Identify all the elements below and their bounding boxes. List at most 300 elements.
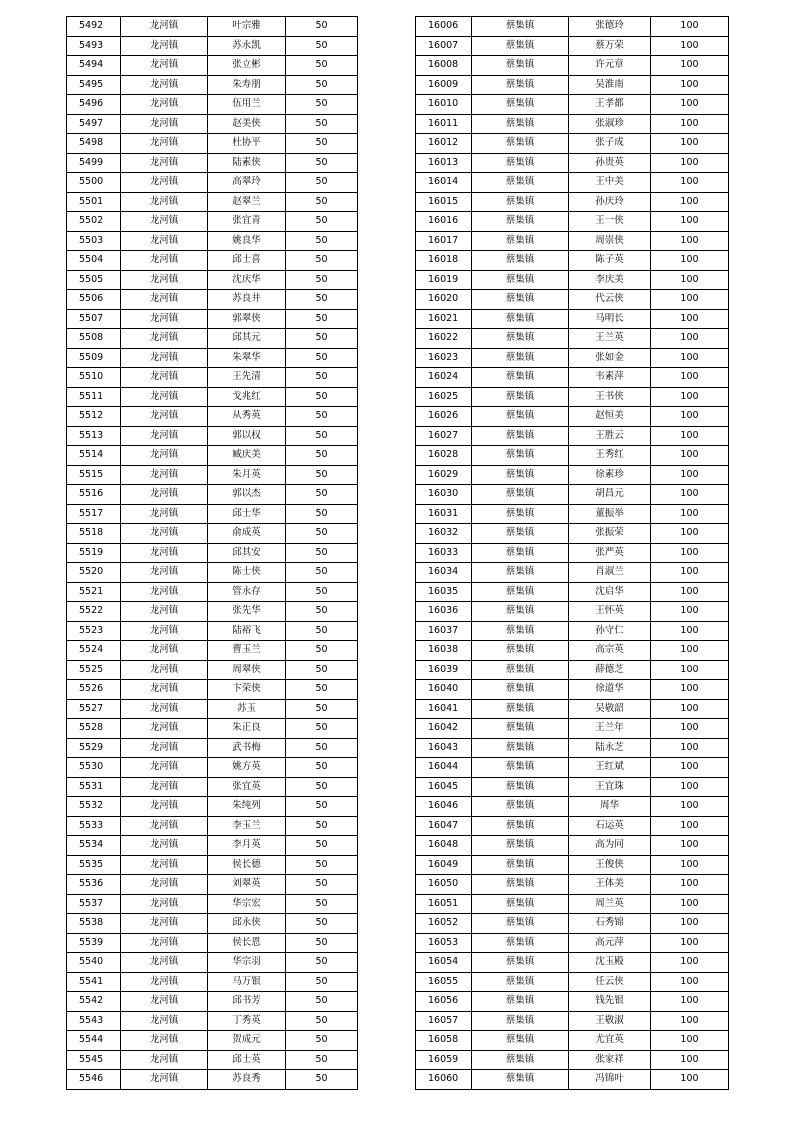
cell-name: 张宜青 [208,212,286,232]
cell-amount: 100 [651,758,729,778]
cell-name: 沈启华 [569,582,651,602]
cell-id: 5546 [67,1070,121,1090]
cell-name: 陈士侠 [208,563,286,583]
cell-amount: 50 [286,777,358,797]
cell-amount: 50 [286,933,358,953]
cell-id: 5505 [67,270,121,290]
cell-amount: 100 [651,309,729,329]
table-row [67,797,358,817]
cell-amount: 50 [286,641,358,661]
cell-name: 从秀英 [208,407,286,427]
cell-town: 蔡集镇 [472,290,569,310]
cell-amount: 50 [286,75,358,95]
cell-id: 5502 [67,212,121,232]
cell-town: 龙河镇 [121,446,208,466]
cell-amount: 50 [286,602,358,622]
cell-amount: 50 [286,1070,358,1090]
cell-name: 苏良井 [208,290,286,310]
cell-id: 16055 [416,972,472,992]
cell-id: 16030 [416,485,472,505]
cell-id: 5509 [67,348,121,368]
cell-id: 5511 [67,387,121,407]
cell-town: 蔡集镇 [472,758,569,778]
table-row [67,582,358,602]
table-row [416,563,729,583]
cell-name: 张如金 [569,348,651,368]
cell-town: 龙河镇 [121,309,208,329]
cell-town: 蔡集镇 [472,75,569,95]
cell-name: 张淑珍 [569,114,651,134]
table-row [416,407,729,427]
cell-id: 5524 [67,641,121,661]
table-row [416,1070,729,1090]
cell-id: 5520 [67,563,121,583]
cell-id: 16036 [416,602,472,622]
cell-id: 5499 [67,153,121,173]
cell-name: 李庆美 [569,270,651,290]
cell-amount: 50 [286,290,358,310]
cell-id: 5504 [67,251,121,271]
cell-id: 5514 [67,446,121,466]
cell-town: 龙河镇 [121,251,208,271]
table-row [67,933,358,953]
table-row [416,1011,729,1031]
cell-town: 龙河镇 [121,426,208,446]
cell-id: 16009 [416,75,472,95]
cell-town: 龙河镇 [121,933,208,953]
cell-id: 16049 [416,855,472,875]
cell-town: 蔡集镇 [472,56,569,76]
cell-town: 龙河镇 [121,758,208,778]
cell-amount: 50 [286,953,358,973]
cell-id: 16045 [416,777,472,797]
table-row [416,368,729,388]
cell-amount: 50 [286,816,358,836]
cell-name: 马万银 [208,972,286,992]
cell-name: 王胜云 [569,426,651,446]
cell-name: 周翠侠 [208,660,286,680]
cell-amount: 50 [286,36,358,56]
cell-amount: 50 [286,465,358,485]
cell-town: 龙河镇 [121,270,208,290]
cell-town: 龙河镇 [121,1031,208,1051]
cell-town: 蔡集镇 [472,972,569,992]
cell-amount: 100 [651,582,729,602]
cell-id: 5506 [67,290,121,310]
cell-name: 朱月英 [208,465,286,485]
table-row [416,485,729,505]
cell-town: 蔡集镇 [472,524,569,544]
cell-name: 李月英 [208,836,286,856]
cell-town: 蔡集镇 [472,36,569,56]
table-row [67,270,358,290]
cell-amount: 100 [651,699,729,719]
cell-amount: 100 [651,95,729,115]
table-row [67,173,358,193]
cell-id: 5540 [67,953,121,973]
cell-id: 16006 [416,17,472,37]
cell-id: 16031 [416,504,472,524]
table-row [416,348,729,368]
cell-id: 5527 [67,699,121,719]
cell-name: 吴淮南 [569,75,651,95]
cell-town: 蔡集镇 [472,134,569,154]
cell-town: 龙河镇 [121,153,208,173]
cell-name: 王先清 [208,368,286,388]
cell-name: 任云侠 [569,972,651,992]
cell-name: 吴敬韶 [569,699,651,719]
table-row [67,1070,358,1090]
cell-name: 许元章 [569,56,651,76]
cell-amount: 100 [651,231,729,251]
cell-id: 5535 [67,855,121,875]
cell-town: 龙河镇 [121,192,208,212]
table-row [416,777,729,797]
table-row [416,680,729,700]
cell-town: 龙河镇 [121,368,208,388]
cell-id: 5531 [67,777,121,797]
cell-id: 16051 [416,894,472,914]
cell-town: 蔡集镇 [472,894,569,914]
cell-town: 蔡集镇 [472,719,569,739]
table-row [416,914,729,934]
cell-id: 5523 [67,621,121,641]
cell-amount: 100 [651,75,729,95]
table-row [67,855,358,875]
cell-name: 周崇侠 [569,231,651,251]
table-row [67,348,358,368]
cell-name: 肖淑兰 [569,563,651,583]
cell-amount: 100 [651,797,729,817]
cell-id: 16037 [416,621,472,641]
table-row [67,329,358,349]
cell-name: 姚方英 [208,758,286,778]
table-row [416,719,729,739]
cell-name: 管永存 [208,582,286,602]
table-row [67,290,358,310]
cell-town: 蔡集镇 [472,426,569,446]
cell-name: 王书侠 [569,387,651,407]
table-row [416,114,729,134]
cell-town: 蔡集镇 [472,17,569,37]
cell-town: 蔡集镇 [472,270,569,290]
cell-name: 高元萍 [569,933,651,953]
table-row [67,17,358,37]
cell-town: 蔡集镇 [472,153,569,173]
cell-name: 臧庆美 [208,446,286,466]
table-row [67,387,358,407]
table-row [416,1031,729,1051]
table-row [67,699,358,719]
cell-id: 16021 [416,309,472,329]
cell-name: 张子成 [569,134,651,154]
cell-id: 5507 [67,309,121,329]
table-row [416,426,729,446]
cell-id: 5508 [67,329,121,349]
cell-name: 胡昌元 [569,485,651,505]
cell-name: 伍用兰 [208,95,286,115]
cell-amount: 100 [651,387,729,407]
cell-id: 5493 [67,36,121,56]
table-row [416,816,729,836]
table-row [67,875,358,895]
cell-id: 5544 [67,1031,121,1051]
cell-name: 刘翠英 [208,875,286,895]
table-row [67,504,358,524]
cell-amount: 100 [651,485,729,505]
cell-town: 蔡集镇 [472,621,569,641]
cell-name: 朱纯列 [208,797,286,817]
cell-name: 武书梅 [208,738,286,758]
cell-id: 5515 [67,465,121,485]
cell-town: 龙河镇 [121,524,208,544]
cell-amount: 50 [286,153,358,173]
cell-id: 16026 [416,407,472,427]
cell-name: 石秀锦 [569,914,651,934]
cell-amount: 100 [651,504,729,524]
cell-id: 16047 [416,816,472,836]
table-row [416,75,729,95]
table-row [416,192,729,212]
cell-amount: 100 [651,426,729,446]
cell-amount: 100 [651,680,729,700]
cell-name: 邱士英 [208,1050,286,1070]
cell-town: 蔡集镇 [472,699,569,719]
cell-amount: 100 [651,173,729,193]
cell-id: 16028 [416,446,472,466]
cell-name: 李玉兰 [208,816,286,836]
cell-amount: 100 [651,875,729,895]
cell-name: 华宗宏 [208,894,286,914]
cell-amount: 50 [286,875,358,895]
table-row [67,231,358,251]
cell-amount: 50 [286,582,358,602]
cell-name: 钱先银 [569,992,651,1012]
cell-town: 蔡集镇 [472,875,569,895]
cell-name: 陆裕飞 [208,621,286,641]
cell-town: 蔡集镇 [472,1031,569,1051]
cell-id: 5518 [67,524,121,544]
cell-name: 张先华 [208,602,286,622]
cell-town: 龙河镇 [121,1011,208,1031]
cell-name: 王秀红 [569,446,651,466]
cell-id: 5529 [67,738,121,758]
cell-id: 16042 [416,719,472,739]
cell-name: 苏永凯 [208,36,286,56]
table-row [67,758,358,778]
cell-name: 王敬淑 [569,1011,651,1031]
cell-amount: 50 [286,17,358,37]
table-row [67,602,358,622]
cell-id: 16033 [416,543,472,563]
table-row [67,816,358,836]
cell-town: 龙河镇 [121,699,208,719]
cell-name: 沈庆华 [208,270,286,290]
cell-name: 赵美侠 [208,114,286,134]
table-row [416,641,729,661]
cell-amount: 50 [286,524,358,544]
table-row [67,680,358,700]
cell-amount: 100 [651,1050,729,1070]
cell-town: 蔡集镇 [472,836,569,856]
cell-id: 16032 [416,524,472,544]
cell-amount: 100 [651,972,729,992]
cell-town: 龙河镇 [121,875,208,895]
cell-name: 石运英 [569,816,651,836]
table-row [416,290,729,310]
cell-town: 龙河镇 [121,660,208,680]
cell-id: 16052 [416,914,472,934]
cell-amount: 100 [651,660,729,680]
cell-town: 蔡集镇 [472,485,569,505]
cell-town: 龙河镇 [121,602,208,622]
cell-town: 蔡集镇 [472,231,569,251]
cell-name: 张德玲 [569,17,651,37]
cell-amount: 100 [651,602,729,622]
table-row [67,543,358,563]
table-row [416,758,729,778]
cell-town: 蔡集镇 [472,953,569,973]
cell-name: 沈玉殿 [569,953,651,973]
table-row [416,953,729,973]
cell-name: 邱其元 [208,329,286,349]
table-row [67,309,358,329]
cell-id: 5541 [67,972,121,992]
cell-name: 王兰英 [569,329,651,349]
table-row [67,251,358,271]
table-row [67,426,358,446]
cell-town: 龙河镇 [121,855,208,875]
cell-amount: 50 [286,758,358,778]
cell-id: 5503 [67,231,121,251]
cell-town: 蔡集镇 [472,95,569,115]
cell-id: 5536 [67,875,121,895]
cell-amount: 100 [651,894,729,914]
table-row [416,329,729,349]
cell-name: 高翠玲 [208,173,286,193]
cell-name: 马明长 [569,309,651,329]
cell-name: 俞成英 [208,524,286,544]
cell-id: 5500 [67,173,121,193]
cell-id: 16035 [416,582,472,602]
table-row [416,543,729,563]
cell-amount: 100 [651,563,729,583]
cell-id: 5496 [67,95,121,115]
table-row [67,836,358,856]
cell-id: 5528 [67,719,121,739]
cell-id: 16019 [416,270,472,290]
table-row [416,446,729,466]
table-row [67,407,358,427]
cell-name: 王孝都 [569,95,651,115]
cell-town: 蔡集镇 [472,465,569,485]
cell-town: 龙河镇 [121,953,208,973]
cell-name: 徐素珍 [569,465,651,485]
cell-name: 董振举 [569,504,651,524]
cell-town: 蔡集镇 [472,738,569,758]
table-row [416,875,729,895]
cell-id: 16044 [416,758,472,778]
table-row [67,465,358,485]
cell-id: 5492 [67,17,121,37]
cell-amount: 100 [651,992,729,1012]
cell-name: 薛德芝 [569,660,651,680]
cell-amount: 100 [651,855,729,875]
cell-id: 5519 [67,543,121,563]
cell-amount: 50 [286,192,358,212]
cell-id: 16027 [416,426,472,446]
cell-name: 邱士华 [208,504,286,524]
cell-amount: 100 [651,465,729,485]
cell-amount: 50 [286,426,358,446]
cell-id: 16016 [416,212,472,232]
cell-name: 冯锦叶 [569,1070,651,1090]
table-row [67,738,358,758]
cell-name: 华宗羽 [208,953,286,973]
table-row [67,621,358,641]
cell-id: 5494 [67,56,121,76]
table-row [416,699,729,719]
cell-town: 龙河镇 [121,134,208,154]
table-row [416,387,729,407]
cell-town: 龙河镇 [121,485,208,505]
cell-town: 蔡集镇 [472,192,569,212]
cell-town: 蔡集镇 [472,543,569,563]
cell-town: 龙河镇 [121,836,208,856]
cell-name: 陈子英 [569,251,651,271]
cell-id: 16025 [416,387,472,407]
table-row [416,270,729,290]
cell-name: 代云侠 [569,290,651,310]
table-row [67,972,358,992]
cell-id: 16046 [416,797,472,817]
cell-id: 5517 [67,504,121,524]
cell-id: 16017 [416,231,472,251]
cell-town: 龙河镇 [121,1070,208,1090]
cell-amount: 100 [651,114,729,134]
cell-name: 王俊侠 [569,855,651,875]
cell-amount: 50 [286,660,358,680]
cell-town: 蔡集镇 [472,387,569,407]
cell-name: 尤宜英 [569,1031,651,1051]
cell-name: 张严英 [569,543,651,563]
cell-town: 蔡集镇 [472,212,569,232]
cell-name: 朱寿朋 [208,75,286,95]
cell-amount: 50 [286,836,358,856]
cell-amount: 50 [286,1050,358,1070]
cell-name: 王体美 [569,875,651,895]
cell-town: 蔡集镇 [472,855,569,875]
cell-id: 16022 [416,329,472,349]
cell-name: 张振荣 [569,524,651,544]
cell-name: 徐道华 [569,680,651,700]
cell-id: 5521 [67,582,121,602]
table-row [67,992,358,1012]
cell-town: 蔡集镇 [472,582,569,602]
cell-amount: 50 [286,563,358,583]
cell-id: 16034 [416,563,472,583]
cell-name: 侯长德 [208,855,286,875]
cell-amount: 100 [651,719,729,739]
cell-amount: 100 [651,446,729,466]
cell-amount: 100 [651,738,729,758]
cell-amount: 100 [651,1070,729,1090]
cell-town: 龙河镇 [121,173,208,193]
cell-name: 高宗英 [569,641,651,661]
cell-amount: 50 [286,992,358,1012]
cell-id: 16043 [416,738,472,758]
table-row [67,192,358,212]
